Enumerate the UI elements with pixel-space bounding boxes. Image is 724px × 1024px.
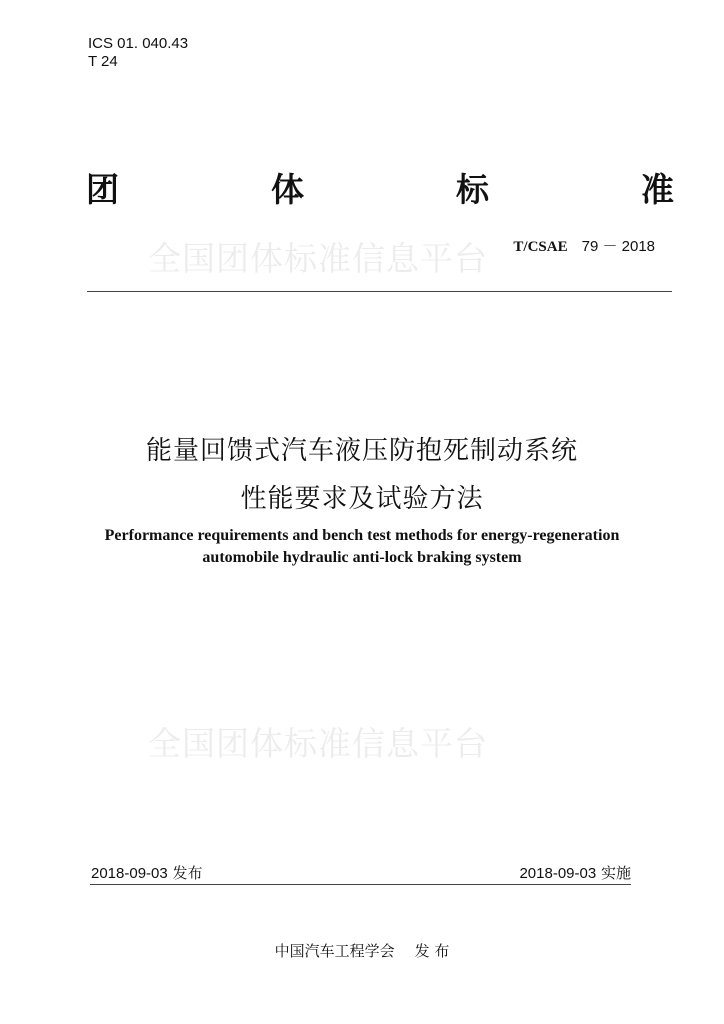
issuer bbox=[0, 940, 724, 961]
standard-type-char-3: 标 bbox=[456, 170, 489, 209]
standard-code bbox=[513, 235, 655, 256]
publish-date-value: 2018-09-03 bbox=[91, 865, 168, 882]
standard-type-char-1: 团 bbox=[86, 170, 119, 209]
standard-class-code: T 24 bbox=[88, 53, 118, 70]
top-divider bbox=[87, 291, 672, 292]
title-zh-line2: 性能要求及试验方法 bbox=[240, 484, 484, 514]
publish-date bbox=[91, 862, 203, 883]
issuer-name: 中国汽车工程学会 bbox=[274, 942, 395, 960]
watermark-top: 全国团体标准信息平台 bbox=[148, 239, 488, 278]
standard-code-prefix: T/CSAE bbox=[513, 239, 568, 255]
title-zh-line1: 能量回馈式汽车液压防抱死制动系统 bbox=[145, 436, 578, 466]
standard-type-heading bbox=[86, 170, 674, 210]
title-en-line2: automobile hydraulic anti-lock braking system bbox=[202, 549, 522, 566]
implement-date bbox=[519, 862, 631, 883]
bottom-divider bbox=[90, 884, 631, 885]
title-en-line1: Performance requirements and bench test methods for energy-regeneration bbox=[104, 527, 620, 544]
issuer-action: 发 布 bbox=[414, 942, 450, 960]
standard-type-char-4: 准 bbox=[641, 170, 674, 209]
standard-type-char-2: 体 bbox=[271, 170, 304, 209]
publish-label: 发布 bbox=[172, 864, 203, 882]
ics-code: ICS 01. 040.43 bbox=[88, 35, 189, 52]
implement-label: 实施 bbox=[600, 864, 631, 882]
standard-code-number: 79 － 2018 bbox=[581, 238, 655, 255]
ics-classification bbox=[88, 35, 188, 71]
implement-date-value: 2018-09-03 bbox=[519, 865, 597, 882]
watermark-middle: 全国团体标准信息平台 bbox=[148, 724, 488, 763]
